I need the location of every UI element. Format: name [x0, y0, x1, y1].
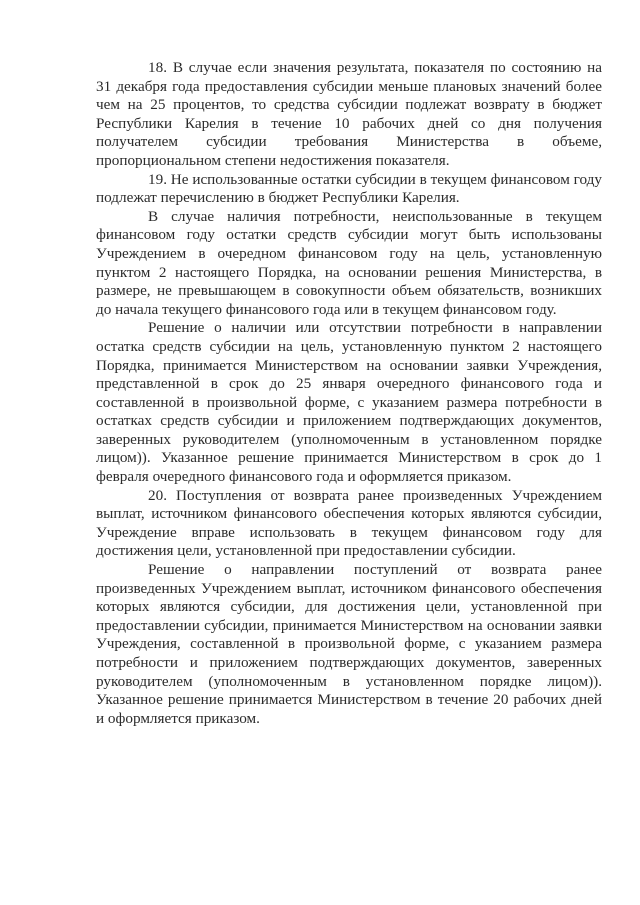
paragraph-19: 19. Не использованные остатки субсидии в текущем финансовом году подлежат перечислению в бюджет Республики Карелия.: [96, 170, 602, 207]
paragraph-20-decision: Решение о направлении поступлений от возврата ранее произведенных Учреждением выплат, источником финансового обеспечения которых являются субсидии, для достижения цели, установленной при предоставлении субсидии, принимается Министерством на основании заявки Учреждения, составленной в произвольной форме, с указанием размера потребности и приложением подтверждающих документов, заверенных руководителем (уполномоченным в установленном порядке лицом)). Указанное решение принимается Министерством в течение 20 рабочих дней и оформляется приказом.: [96, 561, 602, 727]
paragraph-20: 20. Поступления от возврата ранее произведенных Учреждением выплат, источником финансового обеспечения которых являются субсидии, Учреждение вправе использовать в текущем финансовом году для достижения цели, установленной при предоставлении субсидии.: [96, 486, 602, 560]
paragraph-19-decision: Решение о наличии или отсутствии потребности в направлении остатка средств субсидии на цель, установленную пунктом 2 настоящего Порядка, принимается Министерством на основании заявки Учреждения, представленной в срок до 25 января очередного финансового года и составленной в произвольной форме, с указанием размера потребности в остатках средств субсидии и приложением подтверждающих документов, заверенных руководителем (уполномоченным в установленном порядке лицом)). Указанное решение принимается Министерством в срок до 1 февраля очередного финансового года и оформляется приказом.: [96, 319, 602, 486]
paragraph-19-remainder-usage: В случае наличия потребности, неиспользованные в текущем финансовом году остатки средств субсидии могут быть использованы Учреждением в очередном финансовом году на цель, установленную пунктом 2 настоящего Порядка, на основании решения Министерства, в размере, не превышающем в совокупности объем обязательств, возникших до начала текущего финансового года или в текущем финансовом году.: [96, 207, 602, 318]
paragraph-18: 18. В случае если значения результата, показателя по состоянию на 31 декабря года предоставления субсидии меньше плановых значений более чем на 25 процентов, то средства субсидии подлежат возврату в бюджет Республики Карелия в течение 10 рабочих дней со дня получения получателем субсидии требования Министерства в объеме, пропорциональном степени недостижения показателя.: [96, 59, 602, 169]
document-body: [96, 59, 602, 728]
